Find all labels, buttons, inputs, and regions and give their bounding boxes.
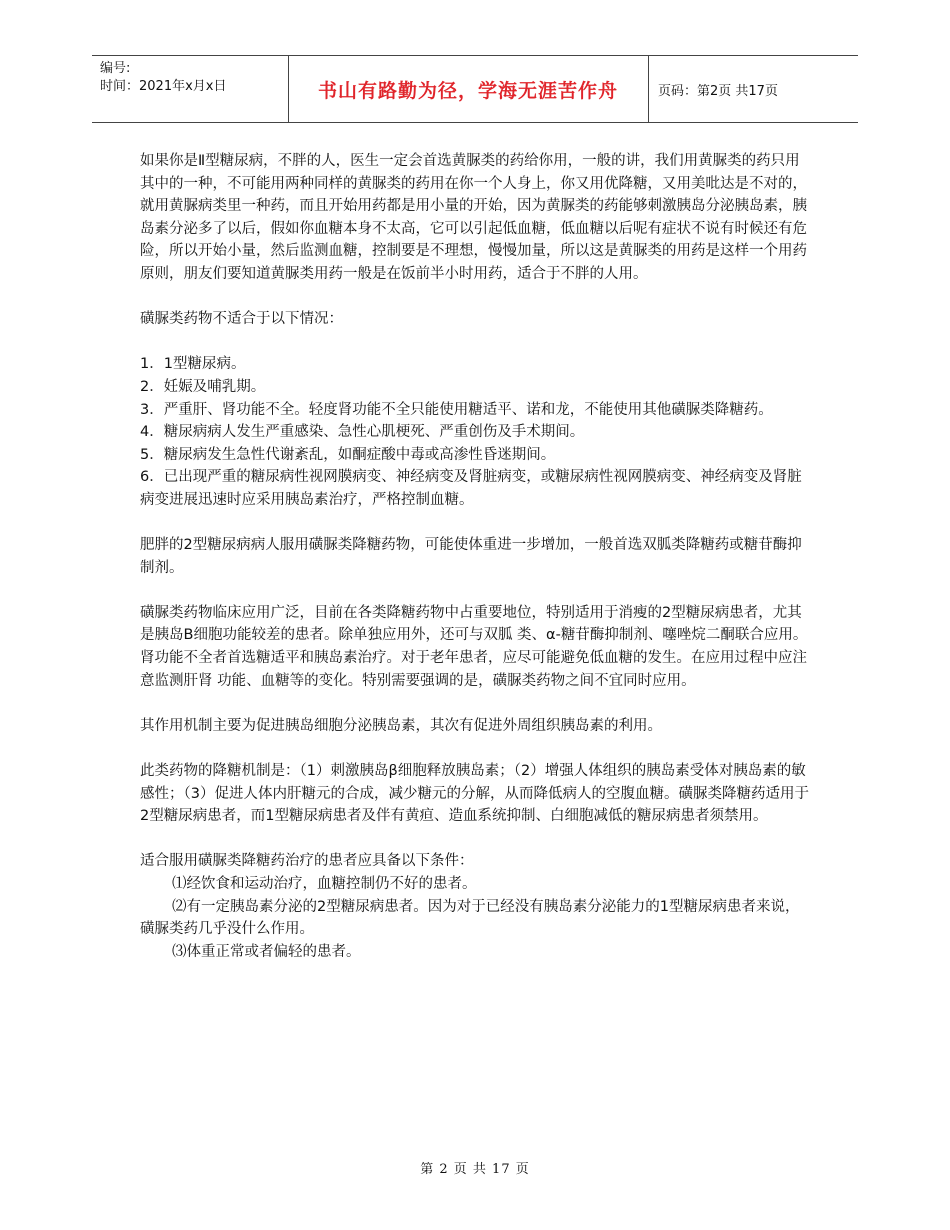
contraindication-list [140, 353, 812, 511]
time-label: 时间：2021年x月x日 [100, 79, 227, 94]
list-item: ⑵有一定胰岛素分泌的2型糖尿病患者。因为对于已经没有胰岛素分泌能力的1型糖尿病患者来说，磺脲类药几乎没什么作用。 [140, 898, 800, 938]
conditions-list [140, 873, 812, 963]
serial-label: 编号: [100, 61, 131, 76]
list-item: 1．1型糖尿病。 [140, 356, 246, 373]
paragraph-contraindication-title: 磺脲类药物不适合于以下情况： [140, 311, 343, 328]
header-divider-right [648, 56, 649, 122]
list-item: 2．妊娠及哺乳期。 [140, 378, 266, 395]
paragraph-mechanism-detail: 此类药物的降糖机制是：（1）刺激胰岛β细胞释放胰岛素；（2）增强人体组织的胰岛素受体对胰岛素的敏感性；（3）促进人体内肝糖元的合成，减少糖元的分解，从而降低病人的空腹血糖。磺脲类降糖药适用于2型糖尿病患者，而1型糖尿病患者及伴有黄疸、造血系统抑制、白细胞减低的糖尿病患者须禁用。 [140, 763, 809, 825]
page-footer: 第 2 页 共 17 页 [420, 1162, 530, 1177]
header-motto: 书山有路勤为径，学海无涯苦作舟 [317, 79, 618, 102]
paragraph-mechanism-summary: 其作用机制主要为促进胰岛细胞分泌胰岛素，其次有促进外周组织胰岛素的利用。 [140, 717, 662, 734]
list-item: 5．糖尿病发生急性代谢紊乱，如酮症酸中毒或高渗性昏迷期间。 [140, 446, 556, 463]
list-item: ⑶体重正常或者偏轻的患者。 [172, 943, 361, 960]
list-item: 3．严重肝、肾功能不全。轻度肾功能不全只能使用糖适平、诺和龙，不能使用其他磺脲类降糖药。 [140, 401, 773, 418]
header-page-info: 页码：第2页 共17页 [658, 83, 778, 99]
paragraph-conditions-title: 适合服用磺脲类降糖药治疗的患者应具备以下条件： [140, 853, 474, 870]
paragraph-obesity: 肥胖的2型糖尿病病人服用磺脲类降糖药物，可能使体重进一步增加，一般首选双胍类降糖药或糖苷酶抑制剂。 [140, 537, 802, 576]
list-item: ⑴经饮食和运动治疗，血糖控制仍不好的患者。 [172, 876, 477, 892]
header-meta [100, 60, 226, 96]
document-body [140, 150, 812, 963]
paragraph-intro: 如果你是Ⅱ型糖尿病，不胖的人，医生一定会首选黄脲类的药给你用，一般的讲，我们用黄脲类的药只用其中的一种，不可能用两种同样的黄脲类的药用在你一个人身上，你又用优降糖，又用美吡达是不对的，就用黄脲病类里一种药，而且开始用药都是用小量的开始，因为黄脲类的药能够刺激胰岛分泌胰岛素，胰岛素分泌多了以后，假如你血糖本身不太高，它可以引起低血糖，低血糖以后呢有症状不说有时候还有危险，所以开始小量，然后监测血糖，控制要是不理想，慢慢加量，所以这是黄脲类的用药是这样一个用药原则，朋友们要知道黄脲类用药一般是在饭前半小时用药，适合于不胖的人用。 [140, 153, 807, 282]
page-header [92, 55, 858, 123]
paragraph-clinical-use: 磺脲类药物临床应用广泛，目前在各类降糖药物中占重要地位，特别适用于消瘦的2型糖尿病患者，尤其是胰岛B细胞功能较差的患者。除单独应用外，还可与双胍 类、α-糖苷酶抑制剂、噻唑烷二酮联合应用。肾功能不全者首选糖适平和胰岛素治疗。对于老年患者，应尽可能避免低血糖的发生。在应用过程中应注意监测肝肾 功能、血糖等的变化。特别需要强调的是，磺脲类药物之间不宜同时应用。 [140, 604, 808, 689]
list-item: 6．已出现严重的糖尿病性视网膜病变、神经病变及肾脏病变，或糖尿病性视网膜病变、神经病变及肾脏病变进展迅速时应采用胰岛素治疗，严格控制血糖。 [140, 469, 802, 508]
list-item: 4．糖尿病病人发生严重感染、急性心肌梗死、严重创伤及手术期间。 [140, 424, 585, 441]
